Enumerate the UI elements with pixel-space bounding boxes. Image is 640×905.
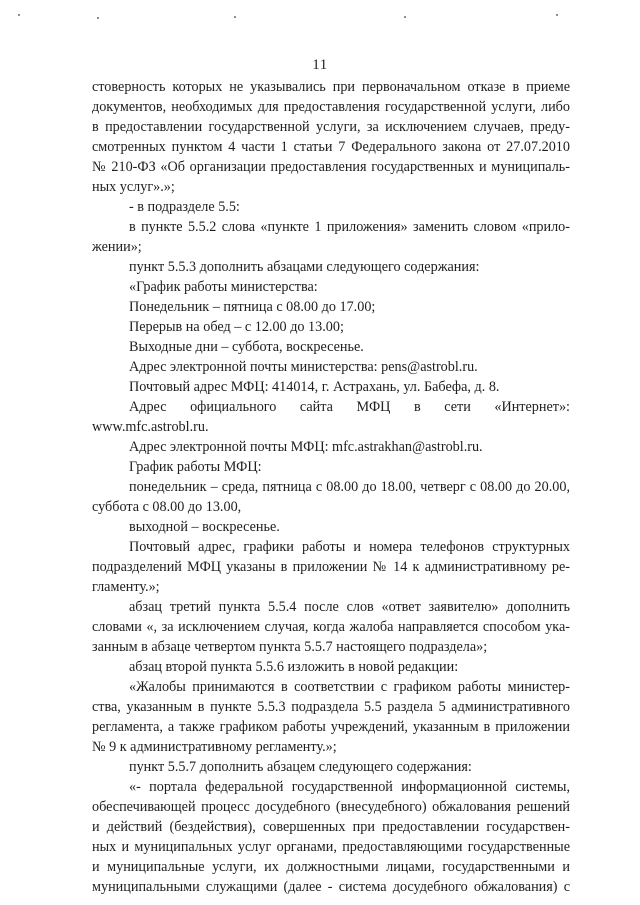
body-line: Выходные дни – суббота, воскресенье. [129, 339, 364, 355]
body-line: «- портала федеральной государственной информационной системы, [129, 779, 570, 795]
body-line: пункт 5.5.3 дополнить абзацами следующего содержания: [129, 259, 480, 275]
body-line: «Жалобы принимаются в соответствии с графиком работы министер- [129, 679, 570, 695]
body-line: регламента, а также графиком работы учреждений, указанным в приложении [92, 719, 570, 735]
body-line: смотренных пунктом 4 части 1 статьи 7 Федерального закона от 27.07.2010 [92, 139, 570, 155]
body-line: абзац третий пункта 5.5.4 после слов «ответ заявителю» дополнить [129, 599, 570, 615]
body-line: Перерыв на обед – с 12.00 до 13.00; [129, 319, 344, 335]
scan-speck [18, 14, 20, 16]
body-line: www.mfc.astrobl.ru. [92, 419, 209, 435]
body-line: муниципальными служащими (далее - система досудебного обжалования) с [92, 879, 570, 895]
page-number: 11 [312, 57, 328, 73]
body-line: ных услуг».»; [92, 179, 175, 195]
scan-speck [97, 17, 99, 19]
body-line: Понедельник – пятница с 08.00 до 17.00; [129, 299, 376, 315]
body-line: в предоставлении государственной услуги, за исключением случаев, преду- [92, 119, 570, 135]
body-line: обеспечивающей процесс досудебного (внесудебного) обжалования решений [92, 799, 570, 815]
scan-speck [556, 14, 558, 16]
body-line: гламенту.»; [92, 579, 160, 595]
body-line: Почтовый адрес, графики работы и номера телефонов структурных [129, 539, 570, 555]
body-line: подразделений МФЦ указаны в приложении № 14 к административному ре- [92, 559, 570, 575]
body-line: стоверность которых не указывались при первоначальном отказе в приеме [92, 79, 570, 95]
body-line: ных и муниципальных услуг органами, предоставляющими государственные [92, 839, 570, 855]
body-line: суббота с 08.00 до 13.00, [92, 499, 242, 515]
scan-speck [234, 16, 236, 18]
body-line: «График работы министерства: [129, 279, 318, 295]
body-line: в пункте 5.5.2 слова «пункте 1 приложения» заменить словом «прило- [129, 219, 570, 235]
body-line: ства, указанным в пункте 5.5.3 подраздела 5.5 раздела 5 административного [92, 699, 570, 715]
body-line: понедельник – среда, пятница с 08.00 до 18.00, четверг с 08.00 до 20.00, [129, 479, 570, 495]
body-line: Адрес электронной почты министерства: pens@astrobl.ru. [129, 359, 478, 375]
body-line: - в подразделе 5.5: [129, 199, 240, 215]
body-line: № 210-ФЗ «Об организации предоставления государственных и муниципаль- [92, 159, 570, 175]
body-line: и муниципальные услуги, их должностными лицами, государственными и [92, 859, 570, 875]
body-line: Адрес электронной почты МФЦ: mfc.astrakhan@astrobl.ru. [129, 439, 483, 455]
body-line: абзац второй пункта 5.5.6 изложить в новой редакции: [129, 659, 459, 675]
body-line: жении»; [92, 239, 142, 255]
body-line: Адрес официального сайта МФЦ в сети «Интернет»: [129, 399, 570, 415]
body-line: словами «, за исключением случая, когда жалоба направляется способом ука- [92, 619, 570, 635]
body-line: занным в абзаце четвертом пункта 5.5.7 настоящего подраздела»; [92, 639, 488, 655]
body-line: пункт 5.5.7 дополнить абзацем следующего содержания: [129, 759, 472, 775]
body-line: Почтовый адрес МФЦ: 414014, г. Астрахань, ул. Бабефа, д. 8. [129, 379, 500, 395]
body-line: График работы МФЦ: [129, 459, 262, 475]
body-line: и действий (бездействия), совершенных при предоставлении государствен- [92, 819, 570, 835]
body-line: выходной – воскресенье. [129, 519, 280, 535]
scan-speck [404, 16, 406, 18]
body-line: документов, необходимых для предоставления государственной услуги, либо [92, 99, 570, 115]
body-line: № 9 к административному регламенту.»; [92, 739, 337, 755]
